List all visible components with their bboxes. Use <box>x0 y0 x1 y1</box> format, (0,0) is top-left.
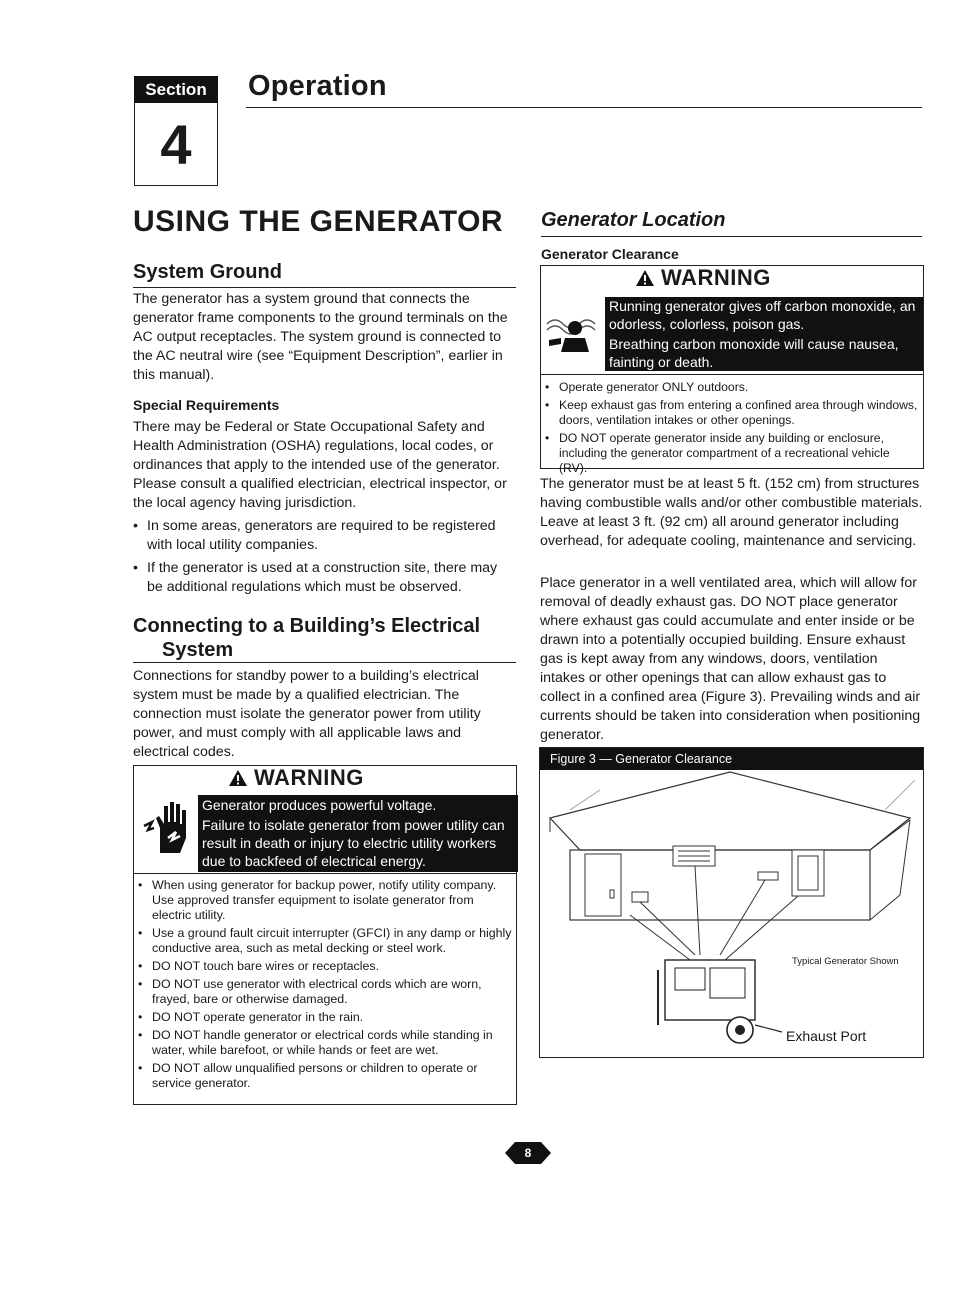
list-item: • DO NOT handle generator or electrical cords while standing in water, while barefoot, or while hands or feet are wet. <box>136 1028 514 1058</box>
ventilation-paragraph: Place generator in a well ventilated area, which will allow for removal of deadly exhaust gas. DO NOT place generator where exhaust gas could accumulate and enter inside or be drawn into a potentially occupied building. Ensure exhaust gas is kept away from any windows, doors, ventilation intakes or other openings that can allow exhaust gas to collect in a confined area (Figure 3). Prevailing winds and air currents should be taken into consideration when positioning generator. <box>540 575 921 743</box>
connecting-paragraph: Connections for standby power to a building’s electrical system must be made by a qualified electrician. The connection must isolate the generator power from utility power, and must comply with all applicable laws and electrical codes. <box>133 668 481 760</box>
page-number <box>505 1140 551 1166</box>
warning-label: WARNING <box>254 765 364 790</box>
section-tab: Section <box>134 76 218 103</box>
warning-triangle-icon <box>228 769 248 787</box>
warning-divider <box>541 374 923 375</box>
section-number: 4 <box>134 103 218 186</box>
page-number-text: 8 <box>524 1146 532 1160</box>
main-heading: USING THE GENERATOR <box>133 205 504 238</box>
heading-rule <box>133 287 516 288</box>
list-item: • Keep exhaust gas from entering a confined area through windows, doors, ventilation intakes or other openings. <box>543 398 919 428</box>
generator-clearance-heading: Generator Clearance <box>541 246 679 262</box>
clearance-paragraph: The generator must be at least 5 ft. (152 cm) from structures having combustible walls and/or other combustible materials. Leave at least 3 ft. (92 cm) all around generator including overhead, for adequate cooling, maintenance and servicing. <box>540 476 923 549</box>
connecting-heading-line1: Connecting to a Building’s Electrical <box>133 615 481 637</box>
list-item: • When using generator for backup power, notify utility company. Use approved transfer equipment to isolate generator from electric utility. <box>136 878 514 923</box>
typical-generator-label: Typical Generator Shown <box>792 956 899 967</box>
warning-label: WARNING <box>661 265 771 290</box>
generator-location-heading: Generator Location <box>541 209 726 231</box>
system-ground-heading: System Ground <box>133 261 282 283</box>
generator-clearance-illustration <box>540 770 923 1057</box>
warning-message <box>198 795 518 872</box>
warning-heading <box>635 265 771 291</box>
heading-rule <box>133 662 516 663</box>
figure-generator-clearance <box>539 747 924 1058</box>
list-item: • If the generator is used at a construction site, there may be additional regulations which must be observed. <box>133 559 509 597</box>
warning-line: Breathing carbon monoxide will cause nausea, fainting or death. <box>609 336 899 370</box>
special-requirements-paragraph: There may be Federal or State Occupational Safety and Health Administration (OSHA) regulations, local codes, or ordinances that apply to the intended use of the generator. Please consult a qualified electrician, electrical inspector, or the local agency having jurisdiction. <box>133 419 507 511</box>
carbon-monoxide-warning-box <box>540 265 924 475</box>
list-item: • DO NOT operate generator in the rain. <box>136 1010 514 1025</box>
special-requirements-list <box>133 517 509 601</box>
electrical-warning-box <box>133 765 517 1105</box>
list-item: • DO NOT operate generator inside any building or enclosure, including the generator compartment of a recreational vehicle (RV). <box>543 431 919 476</box>
list-item: • DO NOT allow unqualified persons or children to operate or service generator. <box>136 1061 514 1091</box>
connecting-heading <box>133 614 480 662</box>
list-item: • Operate generator ONLY outdoors. <box>543 380 919 395</box>
special-requirements-heading: Special Requirements <box>133 397 280 413</box>
warning-heading <box>228 765 364 791</box>
system-ground-paragraph: The generator has a system ground that connects the generator frame components to the ground terminals on the AC output receptacles. The system ground is connected to the AC neutral wire (see “Equipment Description”, earlier in this manual). <box>133 291 508 383</box>
heading-rule <box>541 236 922 237</box>
toxic-fumes-icon <box>545 306 603 356</box>
warning-message <box>605 297 923 371</box>
figure-caption: Figure 3 — Generator Clearance <box>540 748 923 770</box>
warning-line: Generator produces powerful voltage. <box>202 797 437 813</box>
list-item: • Use a ground fault circuit interrupter (GFCI) in any damp or highly conductive area, such as metal decking or steel work. <box>136 926 514 956</box>
warning-line: Running generator gives off carbon monoxide, an odorless, colorless, poison gas. <box>609 298 916 332</box>
warning-triangle-icon <box>635 269 655 287</box>
list-item: • DO NOT use generator with electrical cords which are worn, frayed, bare or otherwise damaged. <box>136 977 514 1007</box>
warning-divider <box>134 873 516 874</box>
warning-line: Failure to isolate generator from power utility can result in death or injury to electric utility workers due to backfeed of electrical energy. <box>202 817 505 869</box>
title-rule <box>246 107 922 108</box>
list-item: • In some areas, generators are required to be registered with local utility companies. <box>133 517 509 555</box>
carbon-monoxide-warning-list <box>543 380 919 479</box>
exhaust-port-label: Exhaust Port <box>786 1028 867 1044</box>
list-item: • DO NOT touch bare wires or receptacles. <box>136 959 514 974</box>
page-title: Operation <box>248 70 387 102</box>
electrical-warning-list <box>136 878 514 1094</box>
connecting-heading-line2: System <box>162 639 234 661</box>
electric-shock-hand-icon <box>140 798 196 858</box>
